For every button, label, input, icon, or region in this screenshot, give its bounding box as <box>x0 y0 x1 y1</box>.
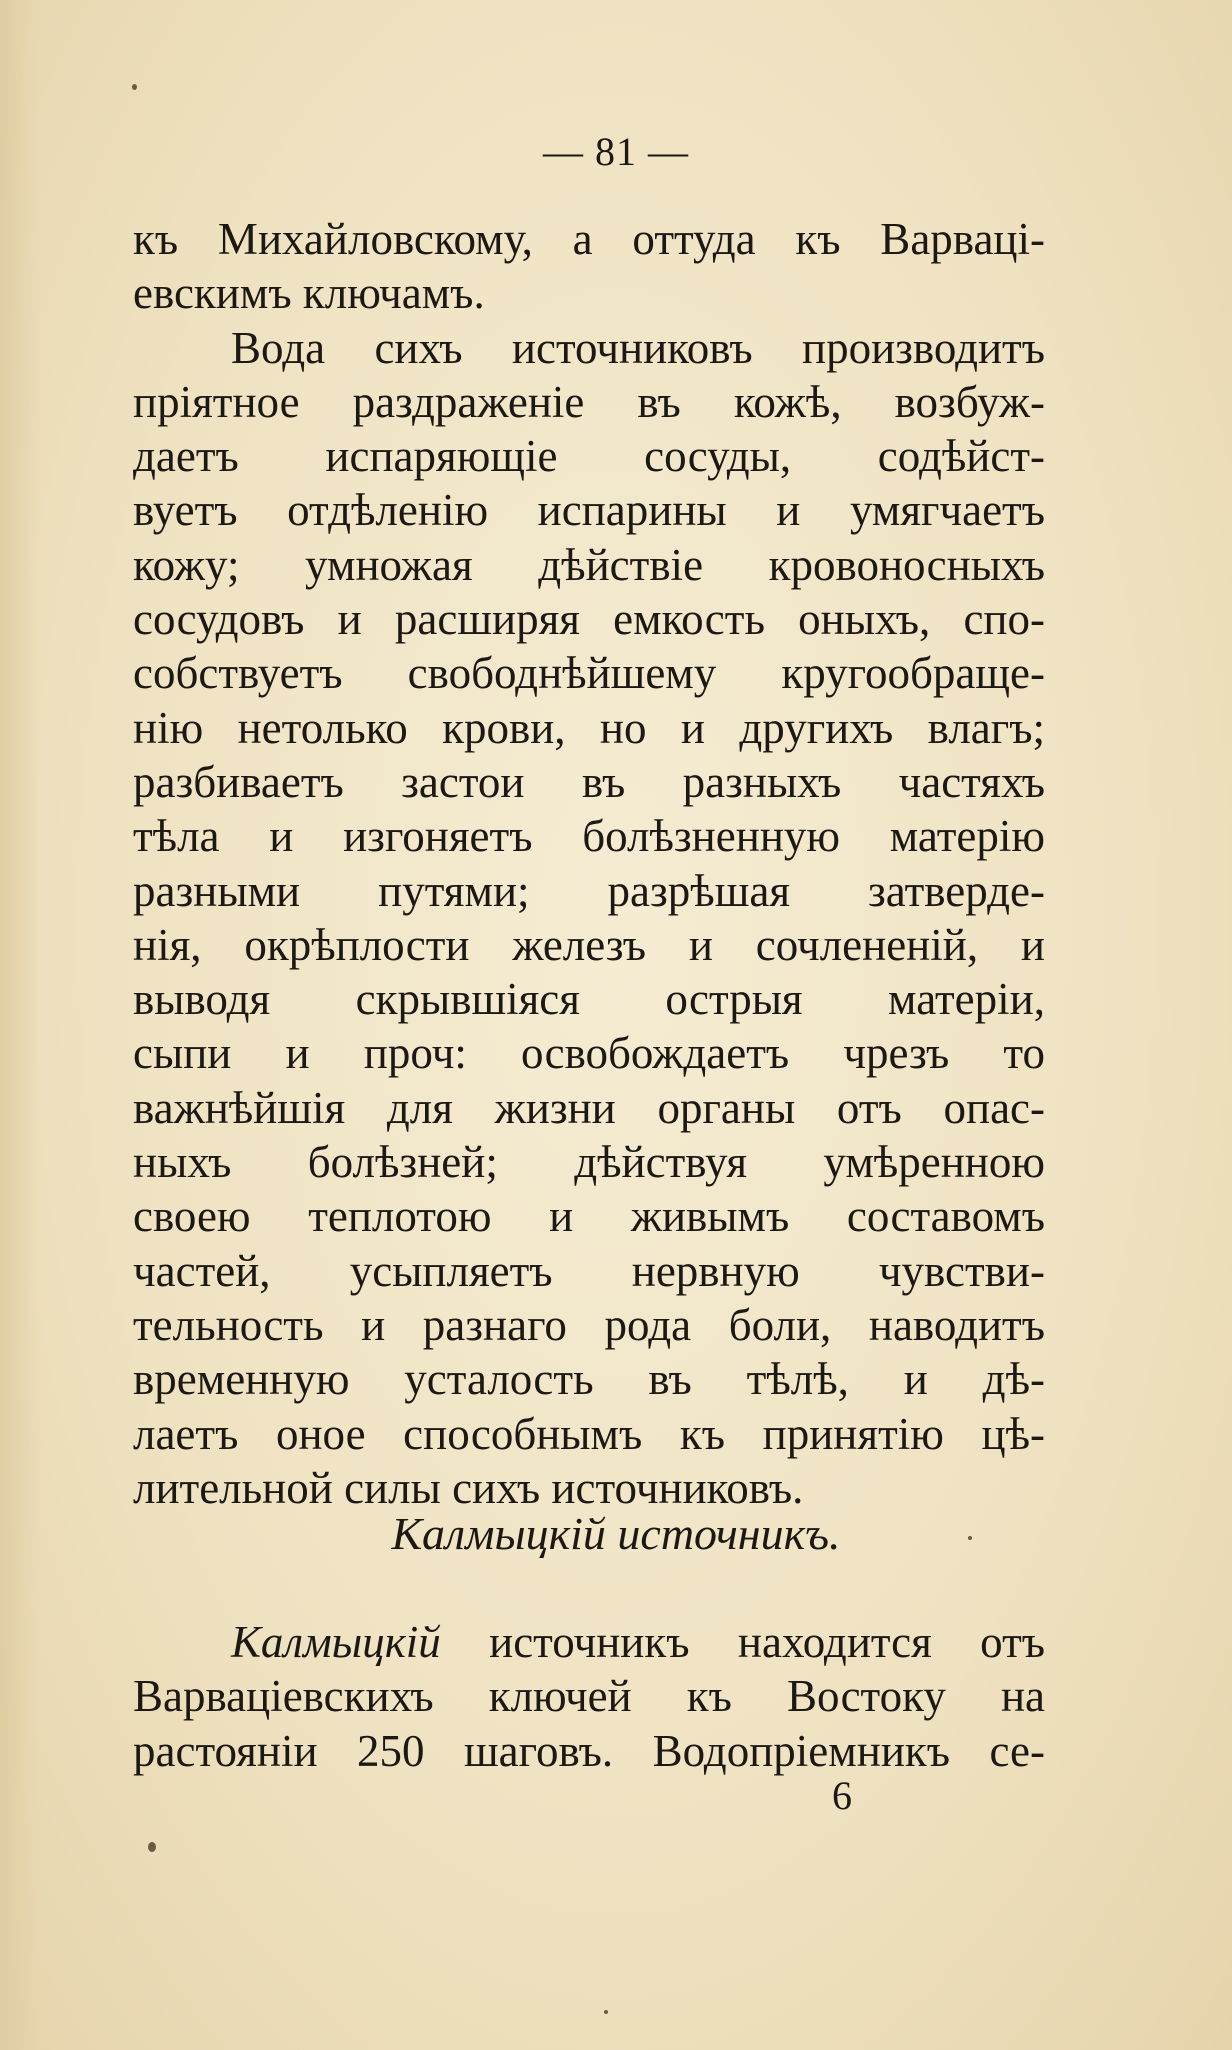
text-line: сыпи и проч: освобождаетъ чрезъ то <box>133 1028 1045 1079</box>
text-line: сосудовъ и расширяя емкость оныхъ, спо- <box>133 594 1045 645</box>
ink-speck <box>148 1842 156 1852</box>
text-line: своею теплотою и живымъ составомъ <box>133 1191 1045 1242</box>
section-text <box>133 1615 1045 1778</box>
text-line: важнѣйшія для жизни органы отъ опас- <box>133 1082 1045 1133</box>
ink-speck <box>968 1536 972 1540</box>
text-line: частей, усыпляетъ нервную чувстви- <box>133 1245 1045 1296</box>
text-line: собствуетъ свободнѣйшему кругообраще- <box>133 648 1045 699</box>
text-line: выводя скрывшіяся острыя матеріи, <box>133 974 1045 1025</box>
section-heading: Калмыцкій источникъ. <box>391 1508 841 1559</box>
text-line: растояніи 250 шаговъ. Водопріемникъ се- <box>133 1725 1045 1776</box>
text-line-rest: источникъ находится отъ <box>440 1617 1045 1667</box>
text-line: кожу; умножая дѣйствіе кровоносныхъ <box>133 539 1045 590</box>
text-line: евскимъ ключамъ. <box>133 268 485 319</box>
text-line: Варваціевскихъ ключей къ Востоку на <box>133 1671 1045 1722</box>
page-edge-shadow <box>0 0 40 2050</box>
page-number: — 81 — <box>543 129 689 174</box>
text-line: ныхъ болѣзней; дѣйствуя умѣренною <box>133 1137 1045 1188</box>
text-line: даетъ испаряющіе сосуды, содѣйст- <box>133 431 1045 482</box>
text-line: вуетъ отдѣленію испарины и умягчаетъ <box>133 485 1045 536</box>
text-line: нію нетолько крови, но и другихъ влагъ; <box>133 702 1045 753</box>
text-line: разбиваетъ застои въ разныхъ частяхъ <box>133 756 1045 807</box>
text-line: къ Михайловскому, а оттуда къ Варваці- <box>133 214 1045 264</box>
text-line: Вода сихъ источниковъ производитъ <box>231 322 1045 373</box>
text-line: нія, окрѣплости железъ и сочлененій, и <box>133 919 1045 970</box>
ink-speck <box>604 2010 608 2014</box>
text-line: тельность и разнаго рода боли, наводитъ <box>133 1299 1045 1350</box>
text-line: пріятное раздраженіе въ кожѣ, возбуж- <box>133 376 1045 427</box>
text-line: тѣла и изгоняетъ болѣзненную матерію <box>133 811 1045 862</box>
signature-mark: 6 <box>832 1773 852 1818</box>
text-line <box>133 1615 1045 1669</box>
text-line: лаетъ оное способнымъ къ принятію цѣ- <box>133 1408 1045 1459</box>
ink-speck <box>132 84 137 90</box>
text-line: разными путями; разрѣшая затверде- <box>133 865 1045 916</box>
main-text <box>133 212 1045 1515</box>
text-line: временную усталость въ тѣлѣ, и дѣ- <box>133 1354 1045 1405</box>
text-line: лительной силы сихъ источниковъ. <box>133 1462 804 1513</box>
italic-term: Калмыцкій <box>231 1617 441 1667</box>
